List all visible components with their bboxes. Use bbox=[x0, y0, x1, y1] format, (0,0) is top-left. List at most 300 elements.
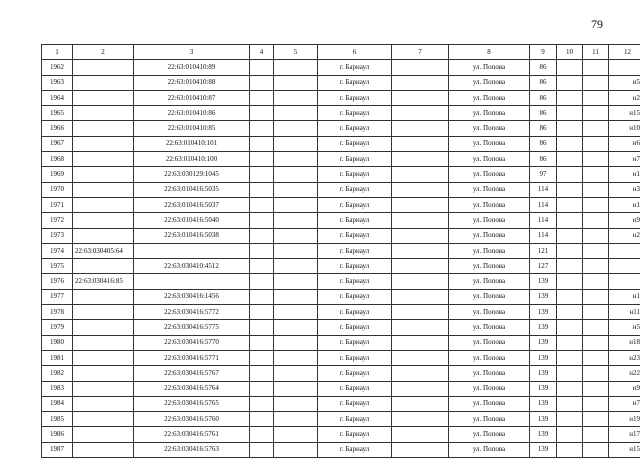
parcel-number-cell bbox=[73, 259, 134, 274]
street-cell: ул. Попова bbox=[449, 396, 530, 411]
premises-cell: н2 bbox=[609, 90, 640, 105]
street-cell: ул. Попова bbox=[449, 75, 530, 90]
empty-cell-4 bbox=[250, 381, 274, 396]
empty-cell-4 bbox=[250, 60, 274, 75]
empty-cell-10 bbox=[557, 197, 583, 212]
house-number-cell: 139 bbox=[530, 305, 557, 320]
table-row bbox=[42, 213, 640, 228]
city-cell: г. Барнаул bbox=[318, 121, 392, 136]
table-row bbox=[42, 259, 640, 274]
empty-cell-4 bbox=[250, 412, 274, 427]
premises-cell: н15 bbox=[609, 442, 640, 457]
empty-cell-5 bbox=[274, 182, 318, 197]
city-cell: г. Барнаул bbox=[318, 90, 392, 105]
premises-cell: н23 bbox=[609, 350, 640, 365]
premises-cell: н1 bbox=[609, 197, 640, 212]
table-row bbox=[42, 366, 640, 381]
empty-cell-11 bbox=[583, 320, 609, 335]
street-cell: ул. Попова bbox=[449, 197, 530, 212]
empty-cell-5 bbox=[274, 442, 318, 457]
parcel-number-cell bbox=[73, 121, 134, 136]
row-index-cell: 1983 bbox=[42, 381, 73, 396]
empty-cell-11 bbox=[583, 335, 609, 350]
empty-cell-5 bbox=[274, 366, 318, 381]
table-row bbox=[42, 335, 640, 350]
empty-cell-11 bbox=[583, 213, 609, 228]
empty-cell-7 bbox=[392, 152, 449, 167]
empty-cell-4 bbox=[250, 228, 274, 243]
house-number-cell: 139 bbox=[530, 427, 557, 442]
city-cell: г. Барнаул bbox=[318, 396, 392, 411]
street-cell: ул. Попова bbox=[449, 106, 530, 121]
column-number: 7 bbox=[392, 45, 449, 60]
empty-cell-7 bbox=[392, 75, 449, 90]
parcel-number-cell bbox=[73, 75, 134, 90]
street-cell: ул. Попова bbox=[449, 320, 530, 335]
city-cell: г. Барнаул bbox=[318, 289, 392, 304]
empty-cell-10 bbox=[557, 335, 583, 350]
parcel-number-cell bbox=[73, 182, 134, 197]
empty-cell-4 bbox=[250, 396, 274, 411]
house-number-cell: 139 bbox=[530, 412, 557, 427]
street-cell: ул. Попова bbox=[449, 259, 530, 274]
row-index-cell: 1970 bbox=[42, 182, 73, 197]
empty-cell-11 bbox=[583, 90, 609, 105]
premises-cell: н1 bbox=[609, 167, 640, 182]
cadastral-number-cell: 22:63:030416:5770 bbox=[134, 335, 250, 350]
table-row bbox=[42, 381, 640, 396]
premises-cell: н19 bbox=[609, 412, 640, 427]
empty-cell-11 bbox=[583, 60, 609, 75]
city-cell: г. Барнаул bbox=[318, 427, 392, 442]
row-index-cell: 1981 bbox=[42, 350, 73, 365]
row-index-cell: 1977 bbox=[42, 289, 73, 304]
row-index-cell: 1972 bbox=[42, 213, 73, 228]
column-number: 6 bbox=[318, 45, 392, 60]
empty-cell-10 bbox=[557, 121, 583, 136]
house-number-cell: 139 bbox=[530, 442, 557, 457]
empty-cell-11 bbox=[583, 182, 609, 197]
row-index-cell: 1974 bbox=[42, 243, 73, 258]
table-row bbox=[42, 396, 640, 411]
empty-cell-10 bbox=[557, 75, 583, 90]
street-cell: ул. Попова bbox=[449, 289, 530, 304]
premises-cell bbox=[609, 60, 640, 75]
premises-cell: н18 bbox=[609, 335, 640, 350]
premises-cell: н3 bbox=[609, 182, 640, 197]
cadastral-number-cell: 22:63:030416:5764 bbox=[134, 381, 250, 396]
parcel-number-cell bbox=[73, 90, 134, 105]
city-cell: г. Барнаул bbox=[318, 152, 392, 167]
table-row bbox=[42, 289, 640, 304]
premises-cell: н22 bbox=[609, 366, 640, 381]
house-number-cell: 139 bbox=[530, 381, 557, 396]
empty-cell-4 bbox=[250, 335, 274, 350]
premises-cell: н15 bbox=[609, 106, 640, 121]
empty-cell-7 bbox=[392, 274, 449, 289]
table-body bbox=[42, 60, 640, 458]
empty-cell-11 bbox=[583, 106, 609, 121]
empty-cell-5 bbox=[274, 136, 318, 151]
cadastral-number-cell: 22:63:030416:5763 bbox=[134, 442, 250, 457]
empty-cell-11 bbox=[583, 121, 609, 136]
empty-cell-7 bbox=[392, 335, 449, 350]
street-cell: ул. Попова bbox=[449, 381, 530, 396]
table-row bbox=[42, 106, 640, 121]
register-table bbox=[41, 44, 640, 458]
city-cell: г. Барнаул bbox=[318, 75, 392, 90]
house-number-cell: 139 bbox=[530, 274, 557, 289]
empty-cell-7 bbox=[392, 167, 449, 182]
empty-cell-5 bbox=[274, 90, 318, 105]
house-number-cell: 86 bbox=[530, 152, 557, 167]
row-index-cell: 1973 bbox=[42, 228, 73, 243]
column-number: 10 bbox=[557, 45, 583, 60]
empty-cell-5 bbox=[274, 289, 318, 304]
cadastral-number-cell: 22:63:010416:5035 bbox=[134, 182, 250, 197]
empty-cell-7 bbox=[392, 427, 449, 442]
premises-cell bbox=[609, 274, 640, 289]
empty-cell-7 bbox=[392, 442, 449, 457]
house-number-cell: 139 bbox=[530, 366, 557, 381]
street-cell: ул. Попова bbox=[449, 335, 530, 350]
empty-cell-5 bbox=[274, 121, 318, 136]
empty-cell-4 bbox=[250, 121, 274, 136]
empty-cell-5 bbox=[274, 259, 318, 274]
empty-cell-10 bbox=[557, 152, 583, 167]
empty-cell-5 bbox=[274, 60, 318, 75]
city-cell: г. Барнаул bbox=[318, 350, 392, 365]
street-cell: ул. Попова bbox=[449, 350, 530, 365]
empty-cell-11 bbox=[583, 274, 609, 289]
cadastral-number-cell: 22:63:030416:5775 bbox=[134, 320, 250, 335]
empty-cell-5 bbox=[274, 320, 318, 335]
premises-cell: н7 bbox=[609, 152, 640, 167]
table-row bbox=[42, 152, 640, 167]
empty-cell-11 bbox=[583, 167, 609, 182]
street-cell: ул. Попова bbox=[449, 274, 530, 289]
empty-cell-5 bbox=[274, 152, 318, 167]
table-row bbox=[42, 427, 640, 442]
empty-cell-7 bbox=[392, 381, 449, 396]
empty-cell-7 bbox=[392, 366, 449, 381]
row-index-cell: 1968 bbox=[42, 152, 73, 167]
parcel-number-cell bbox=[73, 442, 134, 457]
empty-cell-10 bbox=[557, 350, 583, 365]
table-row bbox=[42, 412, 640, 427]
premises-cell: н1 bbox=[609, 289, 640, 304]
street-cell: ул. Попова bbox=[449, 136, 530, 151]
empty-cell-4 bbox=[250, 75, 274, 90]
empty-cell-10 bbox=[557, 90, 583, 105]
empty-cell-11 bbox=[583, 259, 609, 274]
empty-cell-5 bbox=[274, 274, 318, 289]
street-cell: ул. Попова bbox=[449, 152, 530, 167]
empty-cell-11 bbox=[583, 381, 609, 396]
column-number: 5 bbox=[274, 45, 318, 60]
empty-cell-4 bbox=[250, 152, 274, 167]
table-row bbox=[42, 305, 640, 320]
premises-cell: н9 bbox=[609, 381, 640, 396]
street-cell: ул. Попова bbox=[449, 366, 530, 381]
premises-cell: н2 bbox=[609, 228, 640, 243]
row-index-cell: 1980 bbox=[42, 335, 73, 350]
row-index-cell: 1982 bbox=[42, 366, 73, 381]
empty-cell-11 bbox=[583, 412, 609, 427]
empty-cell-5 bbox=[274, 243, 318, 258]
house-number-cell: 139 bbox=[530, 350, 557, 365]
empty-cell-5 bbox=[274, 305, 318, 320]
empty-cell-11 bbox=[583, 152, 609, 167]
empty-cell-5 bbox=[274, 381, 318, 396]
empty-cell-4 bbox=[250, 274, 274, 289]
cadastral-number-cell: 22:63:010410:85 bbox=[134, 121, 250, 136]
cadastral-number-cell: 22:63:010410:88 bbox=[134, 75, 250, 90]
empty-cell-7 bbox=[392, 350, 449, 365]
house-number-cell: 139 bbox=[530, 289, 557, 304]
empty-cell-4 bbox=[250, 213, 274, 228]
table-row bbox=[42, 197, 640, 212]
column-number: 8 bbox=[449, 45, 530, 60]
city-cell: г. Барнаул bbox=[318, 320, 392, 335]
empty-cell-5 bbox=[274, 213, 318, 228]
cadastral-number-cell: 22:63:030416:5761 bbox=[134, 427, 250, 442]
empty-cell-11 bbox=[583, 243, 609, 258]
empty-cell-7 bbox=[392, 320, 449, 335]
column-number: 3 bbox=[134, 45, 250, 60]
city-cell: г. Барнаул bbox=[318, 167, 392, 182]
empty-cell-5 bbox=[274, 228, 318, 243]
empty-cell-11 bbox=[583, 427, 609, 442]
table-row bbox=[42, 243, 640, 258]
empty-cell-7 bbox=[392, 289, 449, 304]
city-cell: г. Барнаул bbox=[318, 442, 392, 457]
house-number-cell: 139 bbox=[530, 335, 557, 350]
empty-cell-10 bbox=[557, 182, 583, 197]
parcel-number-cell bbox=[73, 396, 134, 411]
row-index-cell: 1967 bbox=[42, 136, 73, 151]
empty-cell-10 bbox=[557, 60, 583, 75]
empty-cell-10 bbox=[557, 106, 583, 121]
empty-cell-11 bbox=[583, 396, 609, 411]
cadastral-number-cell: 22:63:030129:1045 bbox=[134, 167, 250, 182]
empty-cell-10 bbox=[557, 320, 583, 335]
empty-cell-7 bbox=[392, 136, 449, 151]
house-number-cell: 86 bbox=[530, 75, 557, 90]
empty-cell-5 bbox=[274, 350, 318, 365]
column-number: 4 bbox=[250, 45, 274, 60]
city-cell: г. Барнаул bbox=[318, 213, 392, 228]
cadastral-number-cell: 22:63:010410:89 bbox=[134, 60, 250, 75]
street-cell: ул. Попова bbox=[449, 213, 530, 228]
empty-cell-11 bbox=[583, 289, 609, 304]
house-number-cell: 114 bbox=[530, 197, 557, 212]
street-cell: ул. Попова bbox=[449, 90, 530, 105]
city-cell: г. Барнаул bbox=[318, 366, 392, 381]
premises-cell: н6 bbox=[609, 136, 640, 151]
column-number-row bbox=[42, 45, 640, 60]
premises-cell: н10 bbox=[609, 121, 640, 136]
cadastral-number-cell: 22:63:010416:5038 bbox=[134, 228, 250, 243]
empty-cell-7 bbox=[392, 213, 449, 228]
empty-cell-5 bbox=[274, 75, 318, 90]
premises-cell: н17 bbox=[609, 427, 640, 442]
premises-cell: н7 bbox=[609, 396, 640, 411]
empty-cell-4 bbox=[250, 427, 274, 442]
empty-cell-7 bbox=[392, 259, 449, 274]
column-number: 2 bbox=[73, 45, 134, 60]
cadastral-number-cell: 22:63:010416:5037 bbox=[134, 197, 250, 212]
empty-cell-5 bbox=[274, 106, 318, 121]
table-row bbox=[42, 60, 640, 75]
premises-cell: н9 bbox=[609, 213, 640, 228]
empty-cell-10 bbox=[557, 305, 583, 320]
empty-cell-7 bbox=[392, 305, 449, 320]
table-row bbox=[42, 320, 640, 335]
row-index-cell: 1978 bbox=[42, 305, 73, 320]
empty-cell-4 bbox=[250, 182, 274, 197]
row-index-cell: 1987 bbox=[42, 442, 73, 457]
cadastral-number-cell: 22:63:010410:86 bbox=[134, 106, 250, 121]
empty-cell-5 bbox=[274, 427, 318, 442]
empty-cell-10 bbox=[557, 167, 583, 182]
house-number-cell: 139 bbox=[530, 396, 557, 411]
street-cell: ул. Попова bbox=[449, 427, 530, 442]
empty-cell-11 bbox=[583, 442, 609, 457]
empty-cell-4 bbox=[250, 243, 274, 258]
parcel-number-cell bbox=[73, 152, 134, 167]
empty-cell-4 bbox=[250, 197, 274, 212]
parcel-number-cell bbox=[73, 381, 134, 396]
empty-cell-5 bbox=[274, 396, 318, 411]
parcel-number-cell bbox=[73, 136, 134, 151]
empty-cell-7 bbox=[392, 396, 449, 411]
empty-cell-5 bbox=[274, 167, 318, 182]
table-row bbox=[42, 136, 640, 151]
row-index-cell: 1963 bbox=[42, 75, 73, 90]
parcel-number-cell bbox=[73, 335, 134, 350]
empty-cell-5 bbox=[274, 412, 318, 427]
city-cell: г. Барнаул bbox=[318, 335, 392, 350]
column-number: 12 bbox=[609, 45, 640, 60]
house-number-cell: 127 bbox=[530, 259, 557, 274]
premises-cell: н11 bbox=[609, 305, 640, 320]
table-row bbox=[42, 350, 640, 365]
street-cell: ул. Попова bbox=[449, 182, 530, 197]
parcel-number-cell bbox=[73, 289, 134, 304]
city-cell: г. Барнаул bbox=[318, 182, 392, 197]
empty-cell-4 bbox=[250, 350, 274, 365]
column-number: 9 bbox=[530, 45, 557, 60]
city-cell: г. Барнаул bbox=[318, 106, 392, 121]
row-index-cell: 1965 bbox=[42, 106, 73, 121]
house-number-cell: 121 bbox=[530, 243, 557, 258]
parcel-number-cell bbox=[73, 427, 134, 442]
house-number-cell: 86 bbox=[530, 121, 557, 136]
city-cell: г. Барнаул bbox=[318, 228, 392, 243]
parcel-number-cell bbox=[73, 305, 134, 320]
parcel-number-cell bbox=[73, 106, 134, 121]
cadastral-number-cell: 22:63:010416:5040 bbox=[134, 213, 250, 228]
empty-cell-10 bbox=[557, 243, 583, 258]
house-number-cell: 139 bbox=[530, 320, 557, 335]
city-cell: г. Барнаул bbox=[318, 259, 392, 274]
row-index-cell: 1985 bbox=[42, 412, 73, 427]
row-index-cell: 1975 bbox=[42, 259, 73, 274]
table-row bbox=[42, 90, 640, 105]
empty-cell-11 bbox=[583, 228, 609, 243]
empty-cell-7 bbox=[392, 121, 449, 136]
street-cell: ул. Попова bbox=[449, 305, 530, 320]
house-number-cell: 86 bbox=[530, 90, 557, 105]
empty-cell-4 bbox=[250, 106, 274, 121]
city-cell: г. Барнаул bbox=[318, 274, 392, 289]
street-cell: ул. Попова bbox=[449, 442, 530, 457]
table-row bbox=[42, 274, 640, 289]
empty-cell-10 bbox=[557, 412, 583, 427]
cadastral-number-cell: 22:63:030416:5765 bbox=[134, 396, 250, 411]
city-cell: г. Барнаул bbox=[318, 197, 392, 212]
empty-cell-4 bbox=[250, 305, 274, 320]
empty-cell-10 bbox=[557, 274, 583, 289]
table-row bbox=[42, 182, 640, 197]
house-number-cell: 114 bbox=[530, 213, 557, 228]
city-cell: г. Барнаул bbox=[318, 60, 392, 75]
empty-cell-7 bbox=[392, 228, 449, 243]
empty-cell-10 bbox=[557, 259, 583, 274]
row-index-cell: 1984 bbox=[42, 396, 73, 411]
cadastral-number-cell bbox=[134, 274, 250, 289]
street-cell: ул. Попова bbox=[449, 121, 530, 136]
empty-cell-10 bbox=[557, 289, 583, 304]
empty-cell-4 bbox=[250, 320, 274, 335]
street-cell: ул. Попова bbox=[449, 228, 530, 243]
empty-cell-4 bbox=[250, 259, 274, 274]
empty-cell-10 bbox=[557, 396, 583, 411]
empty-cell-7 bbox=[392, 106, 449, 121]
row-index-cell: 1971 bbox=[42, 197, 73, 212]
cadastral-number-cell: 22:63:010410:101 bbox=[134, 136, 250, 151]
parcel-number-cell bbox=[73, 228, 134, 243]
row-index-cell: 1986 bbox=[42, 427, 73, 442]
empty-cell-4 bbox=[250, 136, 274, 151]
empty-cell-7 bbox=[392, 243, 449, 258]
parcel-number-cell bbox=[73, 213, 134, 228]
table-row bbox=[42, 75, 640, 90]
row-index-cell: 1966 bbox=[42, 121, 73, 136]
house-number-cell: 86 bbox=[530, 136, 557, 151]
cadastral-number-cell: 22:63:010410:87 bbox=[134, 90, 250, 105]
house-number-cell: 97 bbox=[530, 167, 557, 182]
cadastral-number-cell: 22:63:030410:4512 bbox=[134, 259, 250, 274]
empty-cell-10 bbox=[557, 442, 583, 457]
city-cell: г. Барнаул bbox=[318, 136, 392, 151]
column-number: 1 bbox=[42, 45, 73, 60]
parcel-number-cell bbox=[73, 320, 134, 335]
empty-cell-7 bbox=[392, 197, 449, 212]
empty-cell-10 bbox=[557, 366, 583, 381]
parcel-number-cell bbox=[73, 366, 134, 381]
empty-cell-7 bbox=[392, 90, 449, 105]
empty-cell-4 bbox=[250, 366, 274, 381]
empty-cell-10 bbox=[557, 427, 583, 442]
street-cell: ул. Попова bbox=[449, 412, 530, 427]
empty-cell-7 bbox=[392, 60, 449, 75]
house-number-cell: 86 bbox=[530, 106, 557, 121]
empty-cell-11 bbox=[583, 366, 609, 381]
premises-cell bbox=[609, 259, 640, 274]
street-cell: ул. Попова bbox=[449, 167, 530, 182]
